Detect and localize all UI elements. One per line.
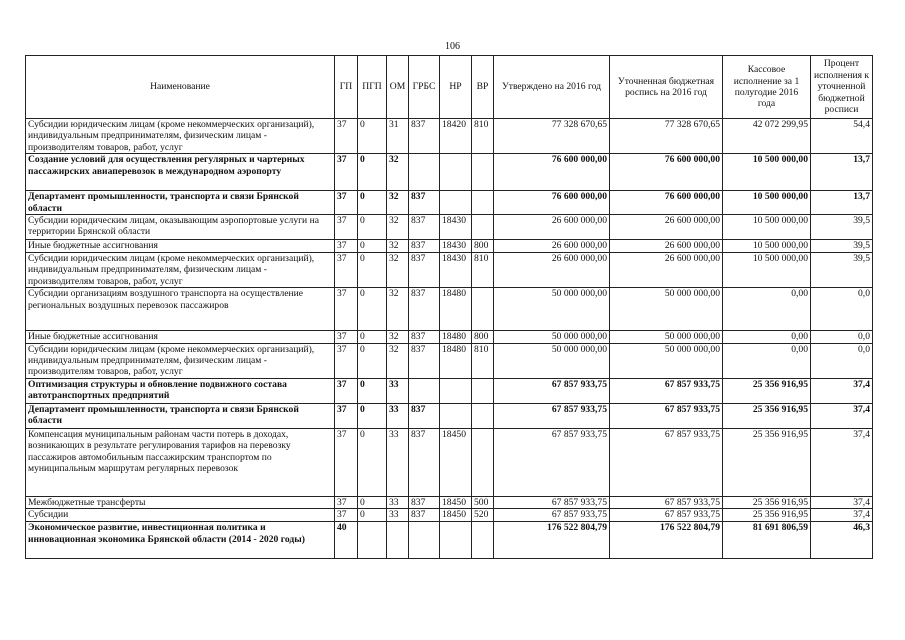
cell-np: 18430 <box>440 215 472 240</box>
cell-approved: 76 600 000,00 <box>494 191 610 215</box>
cell-pgp: 0 <box>358 215 387 240</box>
table-row <box>26 331 873 343</box>
cell-approved: 26 600 000,00 <box>494 240 610 253</box>
cell-grbs: 837 <box>409 191 440 215</box>
cell-grbs: 837 <box>409 509 440 522</box>
cell-om: 33 <box>387 428 409 496</box>
cell-grbs: 837 <box>409 215 440 240</box>
cell-name: Субсидии юридическим лицам (кроме некоммерческих организаций), индивидуальным предпринимателям, физическим лицам - производителям товаров, работ, услуг <box>26 343 335 378</box>
cell-om: 33 <box>387 496 409 508</box>
cell-revised: 26 600 000,00 <box>610 240 723 253</box>
cell-pgp: 0 <box>358 496 387 508</box>
cell-grbs: 837 <box>409 240 440 253</box>
cell-gp: 37 <box>335 288 358 331</box>
cell-om: 32 <box>387 240 409 253</box>
cell-gp: 37 <box>335 119 358 154</box>
table-row <box>26 496 873 508</box>
cell-vr: 810 <box>472 253 494 288</box>
cell-approved: 176 522 804,79 <box>494 522 610 559</box>
cell-approved: 67 857 933,75 <box>494 403 610 428</box>
cell-pgp: 0 <box>358 288 387 331</box>
cell-percent: 37,4 <box>811 403 873 428</box>
cell-approved: 26 600 000,00 <box>494 215 610 240</box>
cell-cash: 10 500 000,00 <box>723 154 811 191</box>
cell-gp: 37 <box>335 215 358 240</box>
cell-name: Компенсация муниципальным районам части потерь в доходах, возникающих в результате регулирования тарифов на перевозку пассажиров автомобильным пассажирским транспортом по муниципальным маршрутам регулярных перевозок <box>26 428 335 496</box>
table-row <box>26 215 873 240</box>
table-row <box>26 428 873 496</box>
cell-revised: 67 857 933,75 <box>610 378 723 403</box>
cell-pgp: 0 <box>358 428 387 496</box>
cell-np <box>440 191 472 215</box>
cell-revised: 50 000 000,00 <box>610 343 723 378</box>
cell-om: 33 <box>387 509 409 522</box>
cell-vr <box>472 154 494 191</box>
cell-name: Субсидии <box>26 509 335 522</box>
cell-grbs: 837 <box>409 343 440 378</box>
table-row <box>26 119 873 154</box>
cell-percent: 0,0 <box>811 343 873 378</box>
cell-om: 32 <box>387 331 409 343</box>
cell-vr: 800 <box>472 240 494 253</box>
cell-np: 18480 <box>440 331 472 343</box>
cell-cash: 25 356 916,95 <box>723 378 811 403</box>
page-number: 106 <box>445 41 460 52</box>
cell-approved: 76 600 000,00 <box>494 154 610 191</box>
cell-np <box>440 403 472 428</box>
cell-np: 18450 <box>440 428 472 496</box>
cell-grbs: 837 <box>409 403 440 428</box>
cell-grbs: 837 <box>409 428 440 496</box>
cell-om: 33 <box>387 378 409 403</box>
table-header-row <box>26 56 873 119</box>
cell-vr <box>472 428 494 496</box>
cell-gp: 37 <box>335 240 358 253</box>
cell-percent: 54,4 <box>811 119 873 154</box>
cell-np <box>440 378 472 403</box>
cell-name: Иные бюджетные ассигнования <box>26 331 335 343</box>
cell-grbs: 837 <box>409 288 440 331</box>
cell-grbs: 837 <box>409 496 440 508</box>
cell-np <box>440 154 472 191</box>
table-row <box>26 378 873 403</box>
cell-cash: 0,00 <box>723 331 811 343</box>
cell-vr: 810 <box>472 119 494 154</box>
cell-pgp: 0 <box>358 403 387 428</box>
cell-vr: 520 <box>472 509 494 522</box>
header-grbs: ГРБС <box>409 56 440 119</box>
cell-om: 33 <box>387 403 409 428</box>
cell-revised: 176 522 804,79 <box>610 522 723 559</box>
cell-percent: 37,4 <box>811 428 873 496</box>
table-row <box>26 403 873 428</box>
cell-pgp: 0 <box>358 343 387 378</box>
cell-cash: 0,00 <box>723 343 811 378</box>
cell-np: 18430 <box>440 253 472 288</box>
cell-approved: 50 000 000,00 <box>494 331 610 343</box>
cell-om: 32 <box>387 253 409 288</box>
cell-revised: 50 000 000,00 <box>610 331 723 343</box>
cell-om <box>387 522 409 559</box>
cell-name: Межбюджетные трансферты <box>26 496 335 508</box>
cell-grbs <box>409 522 440 559</box>
cell-np <box>440 522 472 559</box>
cell-name: Оптимизация структуры и обновление подвижного состава автотранспортных предприятий <box>26 378 335 403</box>
cell-om: 31 <box>387 119 409 154</box>
cell-om: 32 <box>387 343 409 378</box>
cell-name: Создание условий для осуществления регулярных и чартерных пассажирских авиаперевозок в международном аэропорту <box>26 154 335 191</box>
cell-np: 18480 <box>440 343 472 378</box>
cell-gp: 37 <box>335 496 358 508</box>
table-row <box>26 288 873 331</box>
table-row <box>26 343 873 378</box>
cell-gp: 37 <box>335 509 358 522</box>
cell-approved: 50 000 000,00 <box>494 343 610 378</box>
cell-percent: 37,4 <box>811 496 873 508</box>
header-gp: ГП <box>335 56 358 119</box>
budget-table <box>25 55 873 559</box>
cell-pgp: 0 <box>358 253 387 288</box>
cell-approved: 50 000 000,00 <box>494 288 610 331</box>
cell-approved: 26 600 000,00 <box>494 253 610 288</box>
cell-cash: 10 500 000,00 <box>723 191 811 215</box>
header-cash: Кассовое исполнение за 1 полугодие 2016 года <box>723 56 811 119</box>
cell-revised: 67 857 933,75 <box>610 496 723 508</box>
cell-np: 18480 <box>440 288 472 331</box>
cell-revised: 67 857 933,75 <box>610 509 723 522</box>
table-row <box>26 240 873 253</box>
cell-om: 32 <box>387 215 409 240</box>
cell-vr <box>472 191 494 215</box>
cell-percent: 37,4 <box>811 509 873 522</box>
cell-percent: 39,5 <box>811 215 873 240</box>
header-np: НР <box>440 56 472 119</box>
cell-grbs: 837 <box>409 253 440 288</box>
table-row <box>26 191 873 215</box>
cell-name: Субсидии юридическим лицам (кроме некоммерческих организаций), индивидуальным предпринимателям, физическим лицам - производителям товаров, работ, услуг <box>26 119 335 154</box>
cell-cash: 25 356 916,95 <box>723 428 811 496</box>
cell-np: 18420 <box>440 119 472 154</box>
cell-gp: 37 <box>335 343 358 378</box>
cell-om: 32 <box>387 191 409 215</box>
header-percent: Процент исполнения к уточненной бюджетной росписи <box>811 56 873 119</box>
cell-gp: 37 <box>335 403 358 428</box>
cell-gp: 37 <box>335 331 358 343</box>
cell-name: Департамент промышленности, транспорта и связи Брянской области <box>26 191 335 215</box>
cell-pgp: 0 <box>358 154 387 191</box>
cell-gp: 40 <box>335 522 358 559</box>
cell-pgp: 0 <box>358 331 387 343</box>
table-row <box>26 253 873 288</box>
cell-revised: 26 600 000,00 <box>610 253 723 288</box>
cell-name: Экономическое развитие, инвестиционная политика и инновационная экономика Брянской области (2014 - 2020 годы) <box>26 522 335 559</box>
cell-percent: 37,4 <box>811 378 873 403</box>
cell-percent: 39,5 <box>811 240 873 253</box>
table-row <box>26 522 873 559</box>
cell-vr <box>472 403 494 428</box>
cell-approved: 67 857 933,75 <box>494 378 610 403</box>
cell-np: 18450 <box>440 496 472 508</box>
cell-pgp: 0 <box>358 240 387 253</box>
table-row <box>26 509 873 522</box>
cell-vr: 500 <box>472 496 494 508</box>
cell-name: Департамент промышленности, транспорта и связи Брянской области <box>26 403 335 428</box>
cell-revised: 77 328 670,65 <box>610 119 723 154</box>
cell-cash: 10 500 000,00 <box>723 240 811 253</box>
cell-om: 32 <box>387 288 409 331</box>
cell-name: Субсидии организациям воздушного транспорта на осуществление региональных воздушных перевозок пассажиров <box>26 288 335 331</box>
cell-revised: 67 857 933,75 <box>610 403 723 428</box>
cell-percent: 39,5 <box>811 253 873 288</box>
header-pgp: ПГП <box>358 56 387 119</box>
cell-cash: 42 072 299,95 <box>723 119 811 154</box>
cell-revised: 76 600 000,00 <box>610 154 723 191</box>
cell-approved: 67 857 933,75 <box>494 496 610 508</box>
header-om: ОМ <box>387 56 409 119</box>
cell-pgp: 0 <box>358 119 387 154</box>
cell-revised: 76 600 000,00 <box>610 191 723 215</box>
cell-cash: 10 500 000,00 <box>723 253 811 288</box>
cell-percent: 13,7 <box>811 154 873 191</box>
cell-vr <box>472 288 494 331</box>
cell-grbs: 837 <box>409 119 440 154</box>
header-name: Наименование <box>26 56 335 119</box>
cell-revised: 67 857 933,75 <box>610 428 723 496</box>
cell-cash: 25 356 916,95 <box>723 496 811 508</box>
cell-gp: 37 <box>335 154 358 191</box>
cell-vr <box>472 522 494 559</box>
cell-vr: 810 <box>472 343 494 378</box>
cell-gp: 37 <box>335 191 358 215</box>
header-approved: Утверждено на 2016 год <box>494 56 610 119</box>
cell-name: Субсидии юридическим лицам, оказывающим аэропортовые услуги на территории Брянской области <box>26 215 335 240</box>
table-body <box>26 119 873 559</box>
cell-name: Иные бюджетные ассигнования <box>26 240 335 253</box>
cell-vr <box>472 378 494 403</box>
cell-cash: 81 691 806,59 <box>723 522 811 559</box>
cell-approved: 67 857 933,75 <box>494 428 610 496</box>
cell-cash: 25 356 916,95 <box>723 509 811 522</box>
cell-gp: 37 <box>335 428 358 496</box>
cell-grbs: 837 <box>409 331 440 343</box>
cell-approved: 67 857 933,75 <box>494 509 610 522</box>
cell-name: Субсидии юридическим лицам (кроме некоммерческих организаций), индивидуальным предпринимателям, физическим лицам - производителям товаров, работ, услуг <box>26 253 335 288</box>
cell-np: 18450 <box>440 509 472 522</box>
cell-percent: 13,7 <box>811 191 873 215</box>
cell-om: 32 <box>387 154 409 191</box>
cell-vr: 800 <box>472 331 494 343</box>
cell-percent: 46,3 <box>811 522 873 559</box>
header-vr: ВР <box>472 56 494 119</box>
cell-cash: 10 500 000,00 <box>723 215 811 240</box>
cell-cash: 0,00 <box>723 288 811 331</box>
cell-np: 18430 <box>440 240 472 253</box>
cell-cash: 25 356 916,95 <box>723 403 811 428</box>
cell-vr <box>472 215 494 240</box>
cell-pgp: 0 <box>358 378 387 403</box>
cell-gp: 37 <box>335 378 358 403</box>
cell-gp: 37 <box>335 253 358 288</box>
cell-percent: 0,0 <box>811 331 873 343</box>
cell-revised: 50 000 000,00 <box>610 288 723 331</box>
cell-pgp <box>358 522 387 559</box>
cell-pgp: 0 <box>358 509 387 522</box>
cell-pgp: 0 <box>358 191 387 215</box>
cell-grbs <box>409 154 440 191</box>
header-revised: Уточненная бюджетная роспись на 2016 год <box>610 56 723 119</box>
cell-grbs <box>409 378 440 403</box>
cell-revised: 26 600 000,00 <box>610 215 723 240</box>
table-row <box>26 154 873 191</box>
cell-approved: 77 328 670,65 <box>494 119 610 154</box>
cell-percent: 0,0 <box>811 288 873 331</box>
